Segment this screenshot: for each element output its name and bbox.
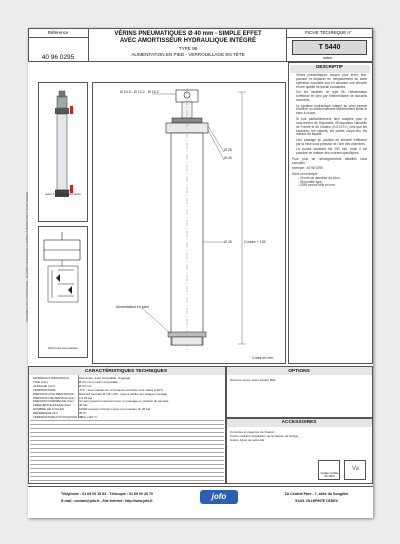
indice-label: indice :	[322, 56, 335, 60]
tech-row-value: 2 à 20 bar	[79, 395, 93, 400]
description-paragraph: La course standard est 250 mm, mais il est possible de réaliser des courses spécifiques.	[296, 147, 367, 156]
schematic-caption: Schéma pneumatique	[47, 346, 79, 350]
tech-row-value: -20 à +110 °C	[79, 415, 98, 419]
accessory-item: Autres types de raccords	[230, 438, 265, 442]
tech-row-value: -5°C - Les modèles de commande exclusive sont traités à 90°C	[79, 387, 164, 392]
tech-row-value: Un test pression maximum pour un passage en position de sécurité	[79, 399, 169, 404]
tech-row-label: ALÉSAGE (mm)	[33, 383, 55, 388]
reference-label: Référence	[47, 30, 69, 35]
tech-row-label: FRÉQUENCE ESSAIS (bar)	[33, 403, 71, 408]
description-body	[292, 74, 367, 188]
dim-stem: Ø 10,5 - Ø 12,2 - Ø 16,2	[120, 90, 159, 94]
tech-row-value: Ø 40 mm	[79, 383, 92, 388]
options-heading: OPTIONS	[288, 369, 310, 374]
title-line1: VÉRINS PNEUMATIQUES Ø 40 mm - SIMPLE EFFET	[114, 31, 262, 37]
tech-row-label: NOMBRE DE CYCLES	[33, 407, 65, 412]
reference-value: 40 96 0295	[41, 54, 75, 61]
footer-address: ZA Central Parc - 7, allée du Songilier	[284, 492, 349, 496]
tech-row-label: TIGE (mm)	[33, 379, 48, 384]
tech-row-label: TEMPÉRATURE	[33, 387, 56, 392]
fiche-number: T 5440	[292, 40, 367, 55]
dim-body: Ø 45	[224, 240, 232, 244]
iso-badge-text: Qualité certifiée ISO 9001	[320, 472, 339, 478]
title-line3: TYPE 96	[178, 46, 198, 51]
description-example-line: - 40 mm de diamètre du vérin,	[298, 175, 341, 180]
side-note: DOCUMENT NON CONTRACTUEL - DONNÉES TECHNIQUES SOUMISES À MODIFICATION SANS PRÉAVIS	[26, 191, 29, 322]
cylinder-photo	[38, 82, 88, 222]
pneumatic-schematic	[38, 226, 88, 358]
footer-city: 91421 VILLEPINTE CEDEX	[295, 499, 338, 503]
tech-frame	[28, 366, 226, 484]
tech-row-value: 10000 courses minimum sous une pression de 30 bar	[79, 407, 151, 412]
description-example: exemple : 40 96 0295	[292, 166, 323, 171]
tech-row-label: PRESSION DE SERVICE (bar)	[33, 395, 75, 400]
tech-row-label: RÉFÉRENCE (ZJ)	[33, 411, 58, 416]
options-text: Peinture époxy selon teintes RAL	[230, 378, 276, 382]
description-example-line: - 0295 course utile en mm.	[298, 183, 336, 188]
accessories-heading: ACCESSOIRES	[281, 420, 317, 425]
tech-row-value: Raccord tournant M 1/8 x Ø6 - mise à vérifier sur chaque montage	[79, 391, 168, 396]
label-feed: Alimentation en pied	[116, 305, 149, 309]
tech-row-value: Ø 20 mm en acier inoxydable	[79, 379, 119, 384]
footer-phone: Téléphone : 01 69 00 15 53 - Télécopie : 01 69 00 26 70	[60, 492, 154, 496]
technical-sheet	[28, 28, 373, 518]
description-paragraph: Le système hydraulique intégré au vérin permet d'obtenir un fonctionnement extrêmement fluide et sans à-coups.	[296, 103, 367, 116]
title-line4: ALIMENTATION EN PIED - VERROUILLAGE EN TÊTE	[131, 52, 245, 57]
description-paragraph: Vérins pneumatiques conçus pour lever, tirer, pousser et déplacer en remplacement de toute opération manuelle tout en assurant une sécurité et une qualité de travail constantes.	[296, 73, 367, 89]
description-paragraph: Leur passage en position de sécurité s'effectue par la mise sous pression de l'une des chambres.	[296, 137, 367, 146]
accessory-item: Freins cadrans (régulation de la vitesse de la tige)	[230, 434, 299, 438]
footer-email: E-mail : contact@jofo.fr - Site Internet : http://www.jofo.fr	[61, 499, 153, 503]
description-paragraph: Si tout particulièrement bien adaptée pour le mouvement de Dispositifs d'Evacuation Naturelle de Fumée et de Chaleur (D.E.N.F.C.) tels que les exutoires, les clapets, les portes coupe-feu, les rideaux de façade.	[296, 116, 367, 137]
tech-heading: CARACTÉRISTIQUES TECHNIQUES	[84, 369, 168, 374]
description-heading: DESCRIPTIF	[316, 64, 343, 69]
quality-badge-text: Va	[352, 466, 359, 472]
dim-tube: Ø 40	[224, 156, 232, 160]
tech-row-label: PRESSION D'ALIMENTATION	[33, 391, 74, 396]
description-paragraph: Sur les modèles de type 96, l'alimentation s'effectue en pied par l'intermédiaire de raccords tournants.	[296, 90, 367, 103]
tech-row-value: Aluminium, acier inoxydable, zinguage	[79, 376, 131, 380]
quality-badge	[344, 460, 366, 480]
iso-badge	[318, 460, 340, 480]
tech-row-label: TEMPÉRATURE D'UTILISATION (°C)	[33, 415, 84, 419]
dim-length: Course + 135	[244, 240, 266, 244]
cylinder-drawing	[92, 82, 286, 364]
tech-row-value: 40 bar	[79, 403, 88, 408]
tech-row-label: PRESSION D'ÉPREUVE (bar)	[33, 399, 74, 404]
title-line2: AVEC AMORTISSEUR HYDRAULIQUE INTÉGRÉ	[119, 38, 256, 44]
tech-row-value: 35 %	[79, 411, 86, 416]
dim-head: Ø 25	[224, 148, 232, 152]
tech-row-label: MATÉRIAUX PRINCIPAUX	[33, 376, 70, 380]
description-extra: Pour plus de renseignements détaillés nous consulter :	[292, 156, 367, 165]
fiche-label: FICHE TECHNIQUE n°	[305, 30, 352, 35]
photo-caption: Vérin fourni avec 2 raccords tournants	[45, 188, 81, 196]
description-example-intro: Dans cet exemple :	[292, 171, 320, 176]
label-cotes: Cotes en mm	[252, 356, 274, 360]
jofo-logo: jofo	[200, 490, 238, 504]
description-example-line: - 96 modèle type,	[298, 179, 323, 184]
accessory-item: Consoles et équerres de fixation	[230, 430, 275, 434]
